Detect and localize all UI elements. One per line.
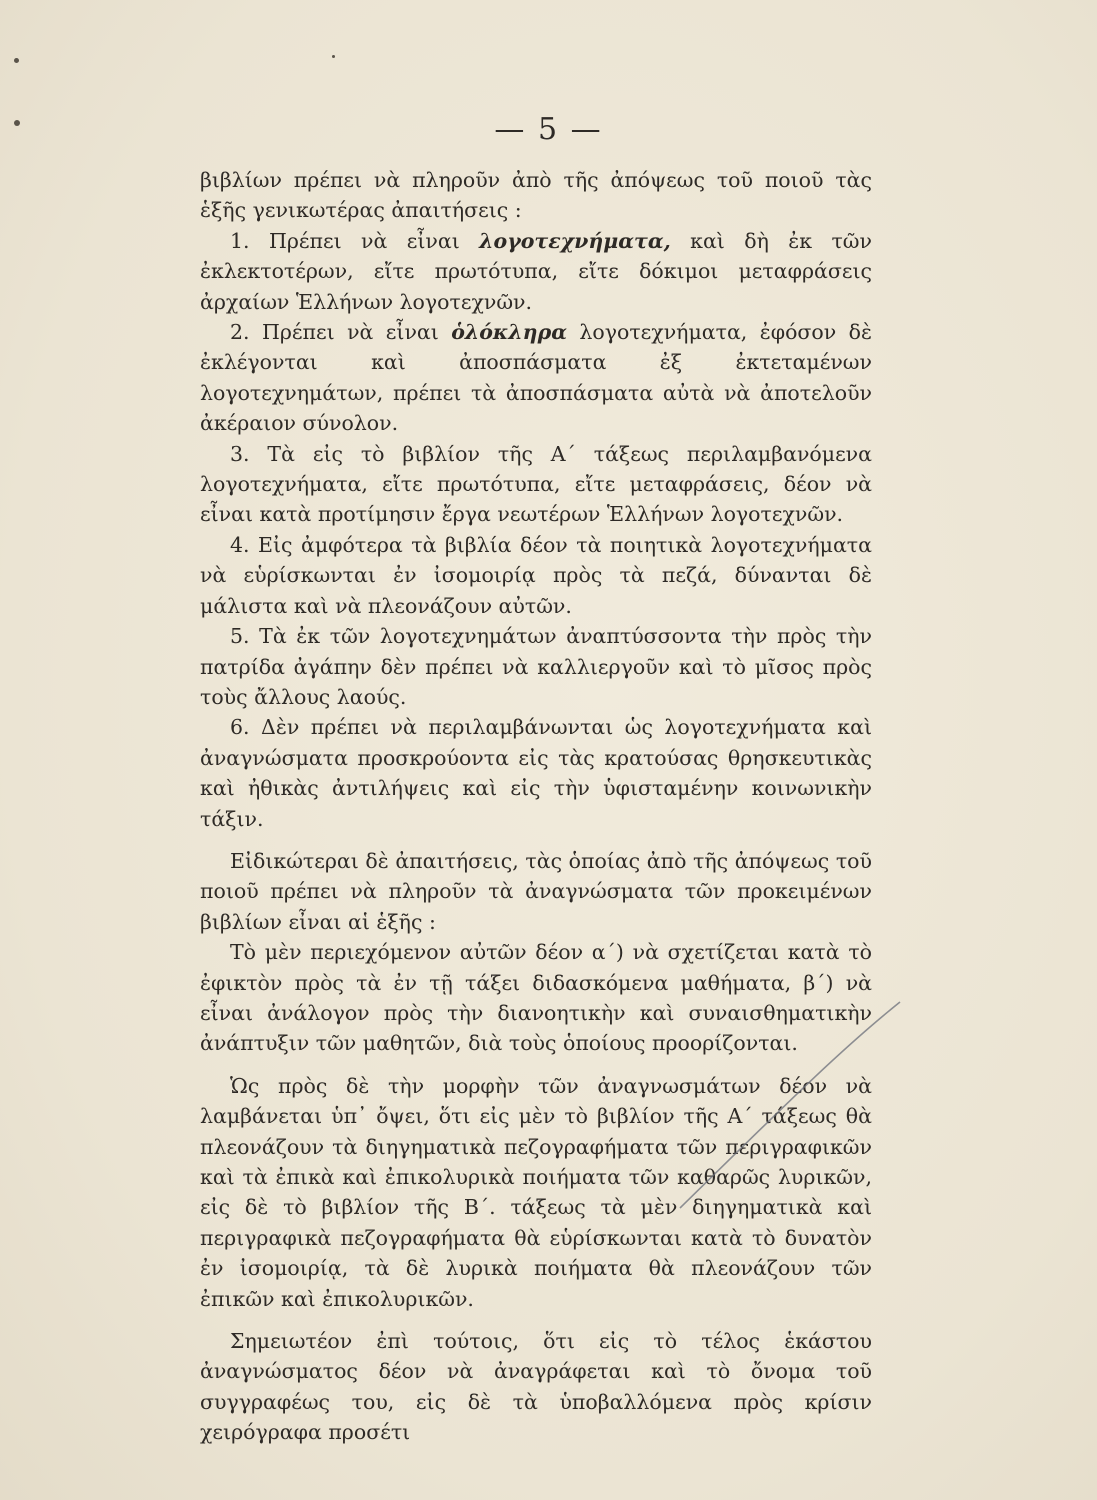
paragraph-requirement-5: 5. Τὰ ἐκ τῶν λογοτεχνημάτων ἀναπτύσσοντα τὴν πρὸς τὴν πατρίδα ἀγάπην δὲν πρέπει νὰ καλλιεργοῦν καὶ τὸ μῖσος πρὸς τοὺς ἄλλους λαούς. [200, 624, 872, 709]
paper-speck [332, 55, 335, 58]
pencil-strike-mark [660, 990, 910, 1220]
paragraph-content: Τὸ μὲν περιεχόμενον αὐτῶν δέον α΄) νὰ σχετίζεται κατὰ τὸ ἐφικτὸν πρὸς τὰ ἐν τῇ τάξει διδασκόμενα μαθήματα, β΄) νὰ εἶναι ἀνάλογον πρὸς τὴν διανοητικὴν καὶ συναισθηματικὴν ἀνάπτυξιν τῶν μαθητῶν, διὰ τοὺς ὁποίους προορίζονται. [200, 940, 872, 1056]
paragraph-requirement-4: 4. Εἰς ἀμφότερα τὰ βιβλία δέον τὰ ποιητικὰ λογοτεχνήματα νὰ εὑρίσκωνται ἐν ἰσομοιρίᾳ πρὸς τὰ πεζά, δύνανται δὲ μάλιστα καὶ νὰ πλεονάζουν αὐτῶν. [200, 532, 872, 618]
requirement-1-rest: καὶ δὴ ἐκ τῶν ἐκλεκτοτέρων, εἴτε πρωτότυπα, εἴτε δόκιμοι μεταφράσεις ἀρχαίων Ἑλλήνων λογοτεχνῶν. [200, 228, 872, 314]
body-text [200, 165, 872, 1448]
paragraph-requirement-2 [200, 317, 872, 439]
requirement-1-prefix: 1. Πρέπει νὰ εἶναι [230, 228, 480, 253]
page-number: — 5 — [494, 112, 603, 147]
paragraph-requirement-3: 3. Τὰ εἰς τὸ βιβλίον τῆς Α΄ τάξεως περιλαμβανόμενα λογοτεχνήματα, εἴτε πρωτότυπα, εἴτε μεταφράσεις, δέον νὰ εἶναι κατὰ προτίμησιν ἔργα νεωτέρων Ἑλλήνων λογοτεχνῶν. [200, 441, 872, 527]
paragraph-form: Ὡς πρὸς δὲ τὴν μορφὴν τῶν ἀναγνωσμάτων δέον νὰ λαμβάνεται ὑπ᾽ ὄψει, ὅτι εἰς μὲν τὸ βιβλίον τῆς Α΄ τάξεως θὰ πλεονάζουν τὰ διηγηματικὰ πεζογραφήματα τῶν περιγραφικῶν καὶ τὰ ἐπικὰ καὶ ἐπικολυρικὰ ποιήματα τῶν καθαρῶς λυρικῶν, εἰς δὲ τὸ βιβλίον τῆς Β΄. τάξεως τὰ μὲν διηγηματικὰ καὶ περιγραφικὰ πεζογραφήματα θὰ εὑρίσκωνται κατὰ τὸ δυνατὸν ἐν ἰσομοιρίᾳ, τὰ δὲ λυρικὰ ποιήματα θὰ πλεονάζουν τῶν ἐπικῶν καὶ ἐπικολυρικῶν. [200, 1073, 872, 1311]
requirement-2-rest: λογοτεχνήματα, ἐφόσον δὲ ἐκλέγονται καὶ ἀποσπάσματα ἐξ ἐκτεταμένων λογοτεχνημάτων, πρέπει τὰ ἀποσπάσματα αὐτὰ νὰ ἀποτελοῦν ἀκέραιον σύνολον. [200, 320, 872, 436]
requirement-1-term: λογοτεχνήματα, [479, 228, 671, 253]
paragraph-intro: βιβλίων πρέπει νὰ πληροῦν ἀπὸ τῆς ἀπόψεως τοῦ ποιοῦ τὰς ἑξῆς γενικωτέρας ἀπαιτήσεις : [200, 168, 872, 223]
requirement-2-prefix: 2. Πρέπει νὰ εἶναι [230, 320, 452, 345]
requirement-2-term: ὁλόκληρα [451, 320, 567, 345]
paragraph-note: Σημειωτέον ἐπὶ τούτοις, ὅτι εἰς τὸ τέλος ἑκάστου ἀναγνώσματος δέον νὰ ἀναγράφεται καὶ τὸ ὄνομα τοῦ συγγραφέως του, εἰς δὲ τὰ ὑποβαλλόμενα πρὸς κρίσιν χειρόγραφα προσέτι [200, 1329, 872, 1445]
paragraph-requirement-6: 6. Δὲν πρέπει νὰ περιλαμβάνωνται ὡς λογοτεχνήματα καὶ ἀναγνώσματα προσκρούοντα εἰς τὰς κρατούσας θρησκευτικὰς καὶ ἠθικὰς ἀντιλήψεις καὶ εἰς τὴν ὑφισταμένην κοινωνικὴν τάξιν. [200, 715, 872, 831]
paragraph-requirement-1 [200, 226, 872, 317]
paragraph-specific-requirements: Εἰδικώτεραι δὲ ἀπαιτήσεις, τὰς ὁποίας ἀπὸ τῆς ἀπόψεως τοῦ ποιοῦ πρέπει νὰ πληροῦν τὰ ἀναγνώσματα τῶν προκειμένων βιβλίων εἶναι αἱ ἑξῆς : [200, 848, 872, 934]
paper-speck [14, 58, 19, 63]
